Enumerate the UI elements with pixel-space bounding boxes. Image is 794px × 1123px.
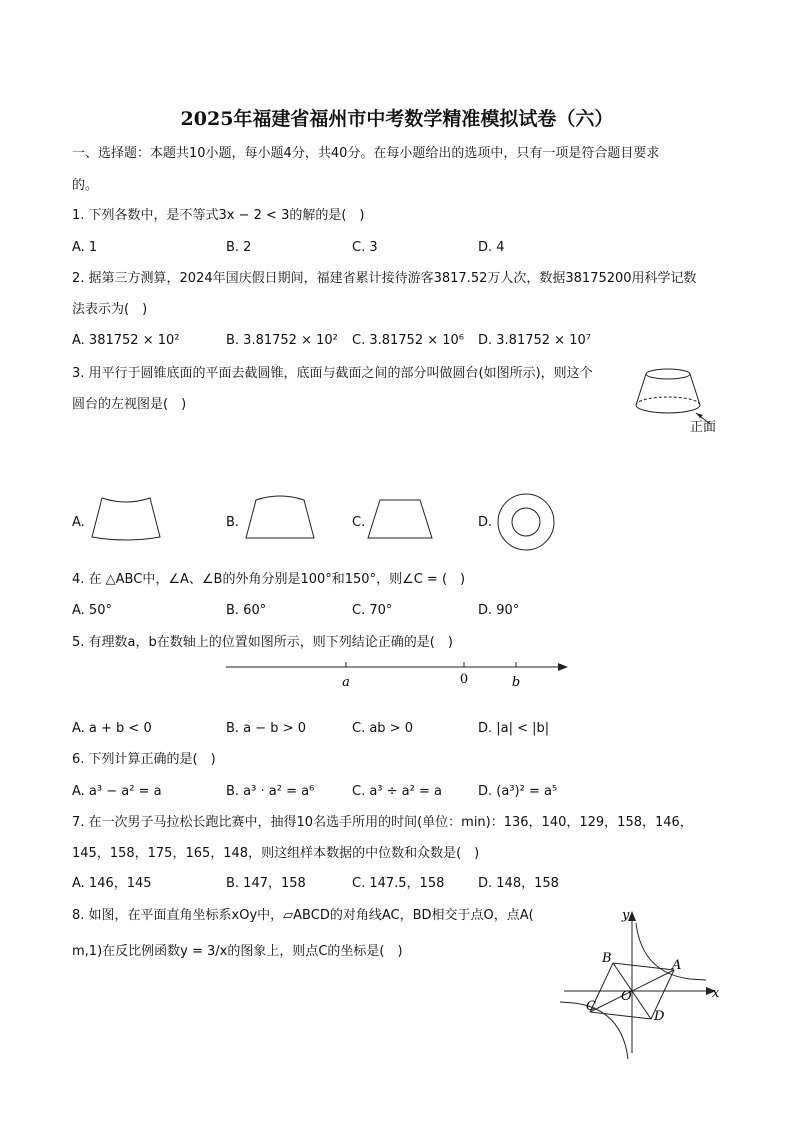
q3-option-c-shape	[364, 494, 444, 546]
q2-option-c: C. 3.81752 × 10⁶	[352, 333, 465, 348]
q2-option-d: D. 3.81752 × 10⁷	[478, 333, 591, 348]
q1-option-a: A. 1	[72, 240, 98, 255]
q1-option-b: B. 2	[226, 240, 252, 255]
q5-option-b: B. a − b > 0	[226, 721, 306, 736]
q7-option-d: D. 148，158	[478, 876, 559, 891]
axis-label-a: a	[342, 675, 350, 690]
origin-label: O	[621, 989, 632, 1004]
point-d-label: D	[654, 1009, 665, 1024]
point-c-label: C	[586, 999, 596, 1014]
q1-stem: 1. 下列各数中，是不等式3x − 2 < 3的解的是( )	[72, 208, 365, 223]
q3-option-d: D.	[478, 515, 493, 530]
x-axis-label: x	[712, 986, 720, 1001]
q2-option-a: A. 381752 × 10²	[72, 333, 180, 348]
q2-stem: 2. 据第三方测算，2024年国庆假日期间，福建省累计接待游客3817.52万人次，数据38175200用科学记数	[72, 271, 697, 286]
q8-stem-cont: m,1)在反比例函数y = 3/x的图象上，则点C的坐标是( )	[72, 944, 403, 959]
section-instructions-cont: 的。	[72, 178, 99, 193]
q3-option-b: B.	[226, 515, 240, 530]
q1-option-d: D. 4	[478, 240, 505, 255]
axis-label-zero: 0	[459, 672, 469, 687]
q3-stem: 3. 用平行于圆锥底面的平面去截圆锥，底面与截面之间的部分叫做圆台(如图所示)，则这个	[72, 366, 593, 381]
coordinate-figure	[560, 903, 730, 1063]
q7-option-a: A. 146，145	[72, 876, 152, 891]
point-a-label: A	[672, 958, 682, 973]
q3-option-a-shape	[86, 494, 166, 546]
section-instructions: 一、选择题：本题共10小题，每小题4分，共40分。在每小题给出的选项中，只有一项是符合题目要求	[72, 146, 660, 161]
q3-option-c: C.	[352, 515, 366, 530]
q7-option-b: B. 147，158	[226, 876, 306, 891]
q3-option-a: A.	[72, 515, 85, 530]
front-view-label: 正面	[690, 420, 717, 435]
q5-option-c: C. ab > 0	[352, 721, 413, 736]
q4-option-b: B. 60°	[226, 603, 267, 618]
q3-stem-cont: 圆台的左视图是( )	[72, 397, 187, 412]
y-axis-label: y	[622, 908, 630, 923]
q1-option-c: C. 3	[352, 240, 378, 255]
q6-stem: 6. 下列计算正确的是( )	[72, 752, 216, 767]
q6-option-a: A. a³ − a² = a	[72, 784, 162, 799]
q3-option-d-shape	[494, 490, 558, 554]
q2-option-b: B. 3.81752 × 10²	[226, 333, 338, 348]
q6-option-b: B. a³ · a² = a⁶	[226, 784, 315, 799]
q2-stem-cont: 法表示为( )	[72, 302, 148, 317]
q4-option-a: A. 50°	[72, 603, 112, 618]
number-line	[222, 655, 574, 691]
q7-stem: 7. 在一次男子马拉松长跑比赛中，抽得10名选手所用的时间(单位：min)：136，140，129，158，146，	[72, 815, 693, 830]
q6-option-c: C. a³ ÷ a² = a	[352, 784, 442, 799]
q4-option-c: C. 70°	[352, 603, 393, 618]
q8-stem: 8. 如图，在平面直角坐标系xOy中，▱ABCD的对角线AC，BD相交于点O，点A(	[72, 908, 534, 923]
q3-option-b-shape	[240, 494, 320, 546]
q5-option-a: A. a + b < 0	[72, 721, 152, 736]
axis-label-b: b	[511, 675, 521, 690]
q7-stem-cont: 145，158，175，165，148，则这组样本数据的中位数和众数是( )	[72, 846, 480, 861]
point-b-label: B	[602, 951, 612, 966]
q7-option-c: C. 147.5，158	[352, 876, 445, 891]
q4-option-d: D. 90°	[478, 603, 520, 618]
q6-option-d: D. (a³)² = a⁵	[478, 784, 558, 799]
q5-stem: 5. 有理数a，b在数轴上的位置如图所示，则下列结论正确的是( )	[72, 635, 453, 650]
page-title: 2025年福建省福州市中考数学精准模拟试卷（六）	[180, 108, 614, 130]
q5-option-d: D. |a| < |b|	[478, 721, 550, 736]
q4-stem: 4. 在 △ABC中，∠A、∠B的外角分别是100°和150°，则∠C = ( )	[72, 572, 466, 587]
